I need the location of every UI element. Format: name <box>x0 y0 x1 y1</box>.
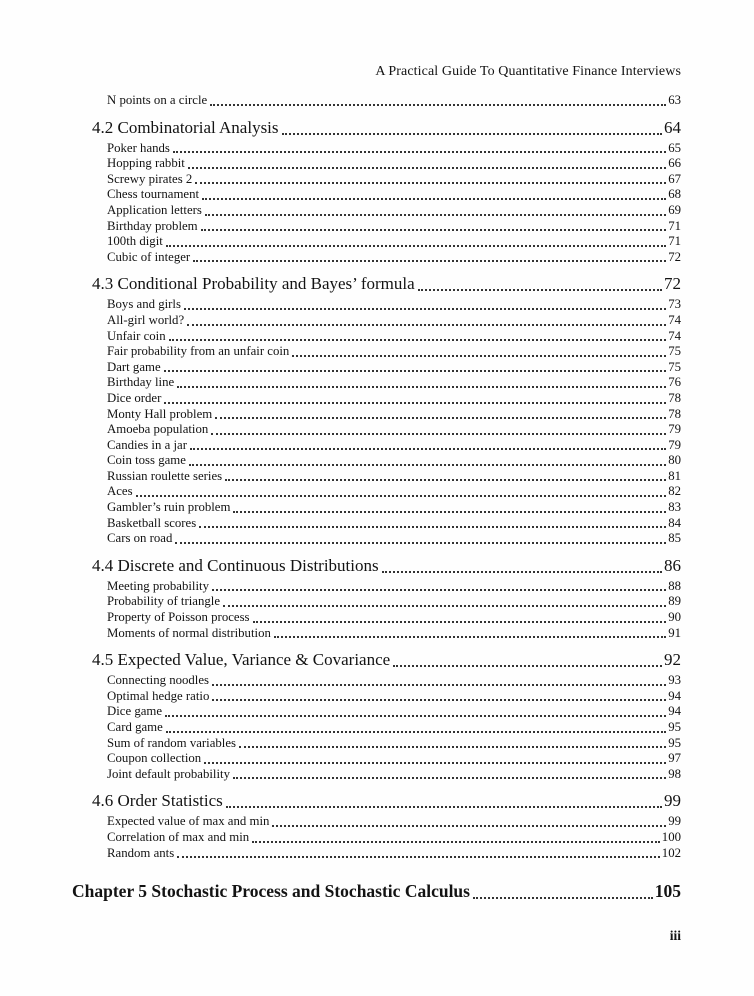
dot-leader <box>164 370 667 372</box>
toc-entry <box>72 751 681 767</box>
toc-entry-page: 84 <box>668 515 681 530</box>
toc-entry-title: Connecting noodles <box>107 673 210 688</box>
dot-leader <box>136 495 667 497</box>
toc-entry-page: 98 <box>668 766 681 781</box>
dot-leader <box>195 182 666 184</box>
dot-leader <box>189 464 666 466</box>
toc-entry <box>72 673 681 689</box>
page-number-footer: iii <box>669 928 681 943</box>
toc-entry-title: Unfair coin <box>107 328 166 343</box>
toc-entry <box>72 273 681 295</box>
toc-entry-page: 75 <box>668 359 681 374</box>
toc-entry <box>72 704 681 720</box>
dot-leader <box>201 229 667 231</box>
dot-leader <box>233 777 666 779</box>
toc-entry-title: Meeting probability <box>107 578 210 593</box>
dot-leader <box>169 339 667 341</box>
toc-entry <box>72 453 681 469</box>
toc-entry-page: 75 <box>668 344 681 359</box>
toc-entry-title: Boys and girls <box>107 297 181 312</box>
toc-entry <box>72 344 681 360</box>
toc-entry <box>72 720 681 736</box>
toc-entry-page: 99 <box>664 791 681 811</box>
toc-entry-page: 78 <box>668 406 681 421</box>
toc-entry-title: Dice order <box>107 390 162 405</box>
dot-leader <box>418 289 662 291</box>
toc-entry-page: 72 <box>664 274 681 294</box>
toc-entry-title: N points on a circle <box>107 93 208 107</box>
toc-entry <box>72 516 681 532</box>
toc-entry-page: 85 <box>668 531 681 546</box>
toc-entry-title: 4.6 Order Statistics <box>92 791 223 811</box>
toc-entry-title: Probability of triangle <box>107 594 221 609</box>
toc-entry-title: 4.4 Discrete and Continuous Distributions <box>92 555 379 575</box>
toc-entry-page: 66 <box>668 156 681 171</box>
toc-entry-page: 78 <box>668 390 681 405</box>
toc-entry <box>72 484 681 500</box>
toc-entry-page: 80 <box>668 453 681 468</box>
toc-entry <box>72 407 681 423</box>
toc-entry <box>72 579 681 595</box>
toc-entry-page: 76 <box>668 375 681 390</box>
toc-entry-title: 100th digit <box>107 234 163 249</box>
toc-entry-page: 91 <box>668 625 681 640</box>
toc-entry-page: 71 <box>668 218 681 233</box>
toc-entry <box>72 93 681 109</box>
toc-entry-title: Aces <box>107 484 133 499</box>
toc-entry-title: Gambler’s ruin problem <box>107 500 231 515</box>
toc-entry-page: 63 <box>668 93 681 107</box>
toc-entry <box>72 689 681 705</box>
toc-entry <box>72 767 681 783</box>
toc-entry-title: Birthday line <box>107 375 175 390</box>
toc-entry <box>72 313 681 329</box>
toc-entry-title: 4.3 Conditional Probability and Bayes’ formula <box>92 274 415 294</box>
toc-entry <box>72 250 681 266</box>
dot-leader <box>382 571 662 573</box>
dot-leader <box>223 605 666 607</box>
dot-leader <box>253 621 667 623</box>
toc-entry-page: 94 <box>668 688 681 703</box>
dot-leader <box>164 402 666 404</box>
dot-leader <box>173 151 666 153</box>
toc-entry-title: Sum of random variables <box>107 735 237 750</box>
toc-entry <box>72 736 681 752</box>
toc-entry-title: Random ants <box>107 845 175 860</box>
dot-leader <box>473 897 653 899</box>
dot-leader <box>212 589 666 591</box>
toc-entry-title: Application letters <box>107 202 202 217</box>
dot-leader <box>292 355 666 357</box>
toc-entry-page: 92 <box>664 650 681 670</box>
dot-leader <box>204 762 666 764</box>
dot-leader <box>205 214 666 216</box>
dot-leader <box>233 511 666 513</box>
toc-entry-title: Chess tournament <box>107 187 200 202</box>
toc-entry-title: Dice game <box>107 704 163 719</box>
toc-entry-page: 93 <box>668 673 681 688</box>
dot-leader <box>199 526 666 528</box>
dot-leader <box>239 746 666 748</box>
toc-entry-title: Hopping rabbit <box>107 156 185 171</box>
dot-leader <box>165 715 666 717</box>
toc-entry-page: 74 <box>668 312 681 327</box>
toc-entry-page: 95 <box>668 735 681 750</box>
toc-entry <box>72 141 681 157</box>
toc-entry <box>72 626 681 642</box>
toc-entry <box>72 555 681 577</box>
toc-entry <box>72 156 681 172</box>
toc-entry-page: 68 <box>668 187 681 202</box>
toc-entry <box>72 469 681 485</box>
dot-leader <box>282 133 662 135</box>
toc-entry-title: All-girl world? <box>107 312 185 327</box>
toc-entry-title: Screwy pirates 2 <box>107 171 193 186</box>
toc-entry-page: 79 <box>668 422 681 437</box>
toc-entry-page: 86 <box>664 555 681 575</box>
dot-leader <box>215 417 666 419</box>
toc-entry-page: 69 <box>668 202 681 217</box>
toc-entry-title: Moments of normal distribution <box>107 625 271 640</box>
toc-entry-title: Basketball scores <box>107 515 197 530</box>
toc-entry-page: 67 <box>668 171 681 186</box>
toc-entry <box>72 610 681 626</box>
dot-leader <box>211 433 666 435</box>
toc-entry-page: 97 <box>668 751 681 766</box>
dot-leader <box>212 684 666 686</box>
toc-entry-page: 82 <box>668 484 681 499</box>
toc-entry <box>72 846 681 862</box>
toc-entry-title: 4.2 Combinatorial Analysis <box>92 117 279 137</box>
toc-entry-title: Joint default probability <box>107 766 230 781</box>
toc-entry-title: Property of Poisson process <box>107 610 250 625</box>
dot-leader <box>190 448 666 450</box>
toc-entry-title: Monty Hall problem <box>107 406 213 421</box>
toc-entry-title: Coupon collection <box>107 751 202 766</box>
dot-leader <box>177 386 666 388</box>
toc-entry <box>72 329 681 345</box>
toc-entry-title: Poker hands <box>107 140 170 155</box>
toc-entry-page: 73 <box>668 297 681 312</box>
toc-entry-title: Amoeba population <box>107 422 209 437</box>
toc-entry-page: 74 <box>668 328 681 343</box>
dot-leader <box>393 665 662 667</box>
toc-entry <box>72 531 681 547</box>
toc-entry-page: 100 <box>661 829 681 844</box>
toc-entry-page: 95 <box>668 720 681 734</box>
toc-entry <box>72 375 681 391</box>
dot-leader <box>166 245 666 247</box>
toc-entry <box>72 438 681 454</box>
dot-leader <box>225 479 666 481</box>
dot-leader <box>272 825 666 827</box>
toc-entry <box>72 422 681 438</box>
toc-entry <box>72 297 681 313</box>
toc-entry-title: Optimal hedge ratio <box>107 688 210 703</box>
dot-leader <box>188 167 666 169</box>
toc-entry-title: Candies in a jar <box>107 437 187 452</box>
toc-entry-page: 72 <box>668 249 681 264</box>
toc-entry-page: 79 <box>668 437 681 452</box>
toc-entry <box>72 879 681 903</box>
dot-leader <box>177 856 660 858</box>
dot-leader <box>226 806 662 808</box>
dot-leader <box>202 198 666 200</box>
dot-leader <box>187 324 666 326</box>
dot-leader <box>212 699 666 701</box>
toc-entry-page: 90 <box>668 610 681 625</box>
toc-entry-title: Card game <box>107 720 163 734</box>
toc-entry <box>72 117 681 139</box>
toc-entry <box>72 203 681 219</box>
toc-entry-title: Russian roulette series <box>107 468 223 483</box>
dot-leader <box>210 104 666 106</box>
toc-entry-page: 64 <box>664 117 681 137</box>
toc-entry-title: Coin toss game <box>107 453 186 468</box>
toc-entry <box>72 187 681 203</box>
toc-entry <box>72 234 681 250</box>
toc-entry-title: Expected value of max and min <box>107 814 270 829</box>
toc-entry <box>72 360 681 376</box>
toc-entry-title: Birthday problem <box>107 218 198 233</box>
dot-leader <box>252 841 660 843</box>
dot-leader <box>193 260 666 262</box>
toc-list <box>72 93 681 903</box>
toc-entry <box>72 391 681 407</box>
dot-leader <box>166 731 666 733</box>
toc-entry <box>72 500 681 516</box>
dot-leader <box>184 308 666 310</box>
toc-entry <box>72 172 681 188</box>
toc-entry-title: Chapter 5 Stochastic Process and Stochastic Calculus <box>72 881 470 902</box>
dot-leader <box>175 542 666 544</box>
toc-entry-page: 81 <box>668 468 681 483</box>
toc-entry-title: 4.5 Expected Value, Variance & Covariance <box>92 650 391 670</box>
toc-entry-page: 89 <box>668 594 681 609</box>
toc-entry-page: 99 <box>668 814 681 829</box>
running-header: A Practical Guide To Quantitative Finance Interviews <box>375 64 681 79</box>
toc-entry <box>72 649 681 671</box>
toc-entry-page: 94 <box>668 704 681 719</box>
toc-entry <box>72 814 681 830</box>
dot-leader <box>274 636 666 638</box>
toc-entry <box>72 594 681 610</box>
toc-entry-page: 102 <box>661 845 681 860</box>
toc-entry-title: Correlation of max and min <box>107 829 250 844</box>
toc-entry-title: Cars on road <box>107 531 173 546</box>
toc-entry-page: 88 <box>668 578 681 593</box>
toc-entry-page: 71 <box>668 234 681 249</box>
toc-entry-page: 105 <box>654 881 681 902</box>
toc-entry <box>72 219 681 235</box>
toc-entry-title: Fair probability from an unfair coin <box>107 344 290 359</box>
toc-entry-page: 65 <box>668 140 681 155</box>
toc-entry <box>72 830 681 846</box>
toc-entry-page: 83 <box>668 500 681 515</box>
toc-entry-title: Dart game <box>107 359 161 374</box>
toc-entry-title: Cubic of integer <box>107 249 191 264</box>
toc-entry <box>72 790 681 812</box>
